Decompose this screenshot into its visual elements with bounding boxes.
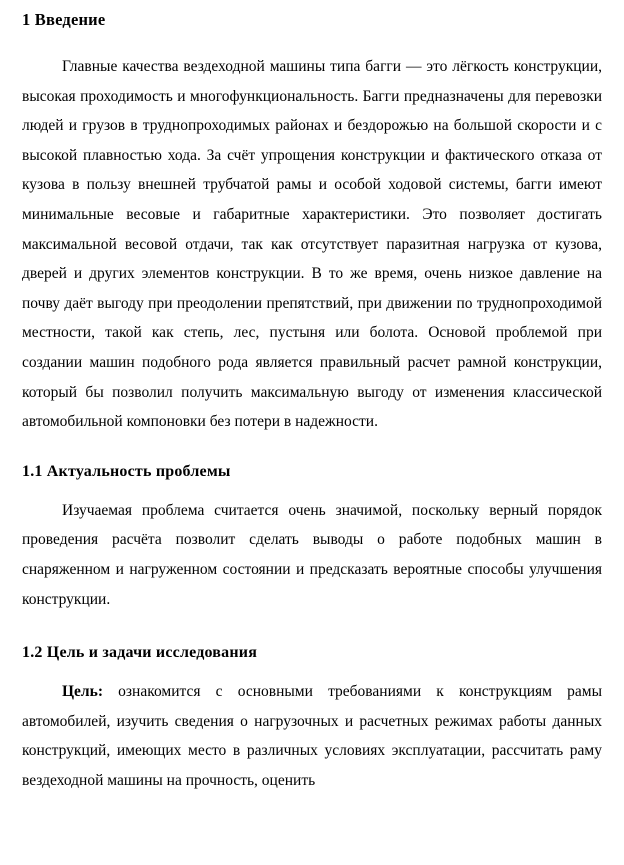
section-heading-goals: 1.2 Цель и задачи исследования xyxy=(22,644,258,662)
intro-paragraph: Главные качества вездеходной машины типа багги — это лёгкость конструкции, высокая проходимость и многофункциональность. Багги предназначены для перевозки людей и грузов в труднопроходимых районах и бездорожью на большой скорости и с высокой плавностью хода. За счёт упрощения конструкции и фактического отказа от кузова в пользу внешней трубчатой рамы и особой ходовой системы, багги имеют минимальные весовые и габаритные характеристики. Это позволяет достигать максимальной весовой отдачи, так как отсутствует паразитная нагрузка от кузова, дверей и других элементов конструкции. В то же время, очень низкое давление на почву даёт выгоду при преодолении препятствий, при движении по труднопроходимой местности, такой как степь, лес, пустыня или болота. Основой проблемой при создании машин подобного рода является правильный расчет рамной конструкции, который бы позволил получить максимальную выгоду от изменения классической автомобильной компоновки без потери в надежности. xyxy=(22,58,602,431)
goal-paragraph xyxy=(22,677,602,795)
goal-label: Цель: xyxy=(62,683,103,701)
section-heading-relevance: 1.1 Актуальность проблемы xyxy=(22,462,231,480)
chapter-heading-introduction: 1 Введение xyxy=(22,10,106,29)
relevance-paragraph: Изучаемая проблема считается очень значимой, поскольку верный порядок проведения расчёта позволит сделать выводы о работе подобных машин в снаряженном и нагруженном состоянии и предсказать вероятные способы улучшения конструкции. xyxy=(22,501,602,608)
goal-text: ознакомится с основными требованиями к конструкциям рамы автомобилей, изучить сведения о нагрузочных и расчетных режимах работы данных конструкций, имеющих место в различных условиях эксплуатации, рассчитать раму вездеходной машины на прочность, оценить xyxy=(22,683,602,789)
